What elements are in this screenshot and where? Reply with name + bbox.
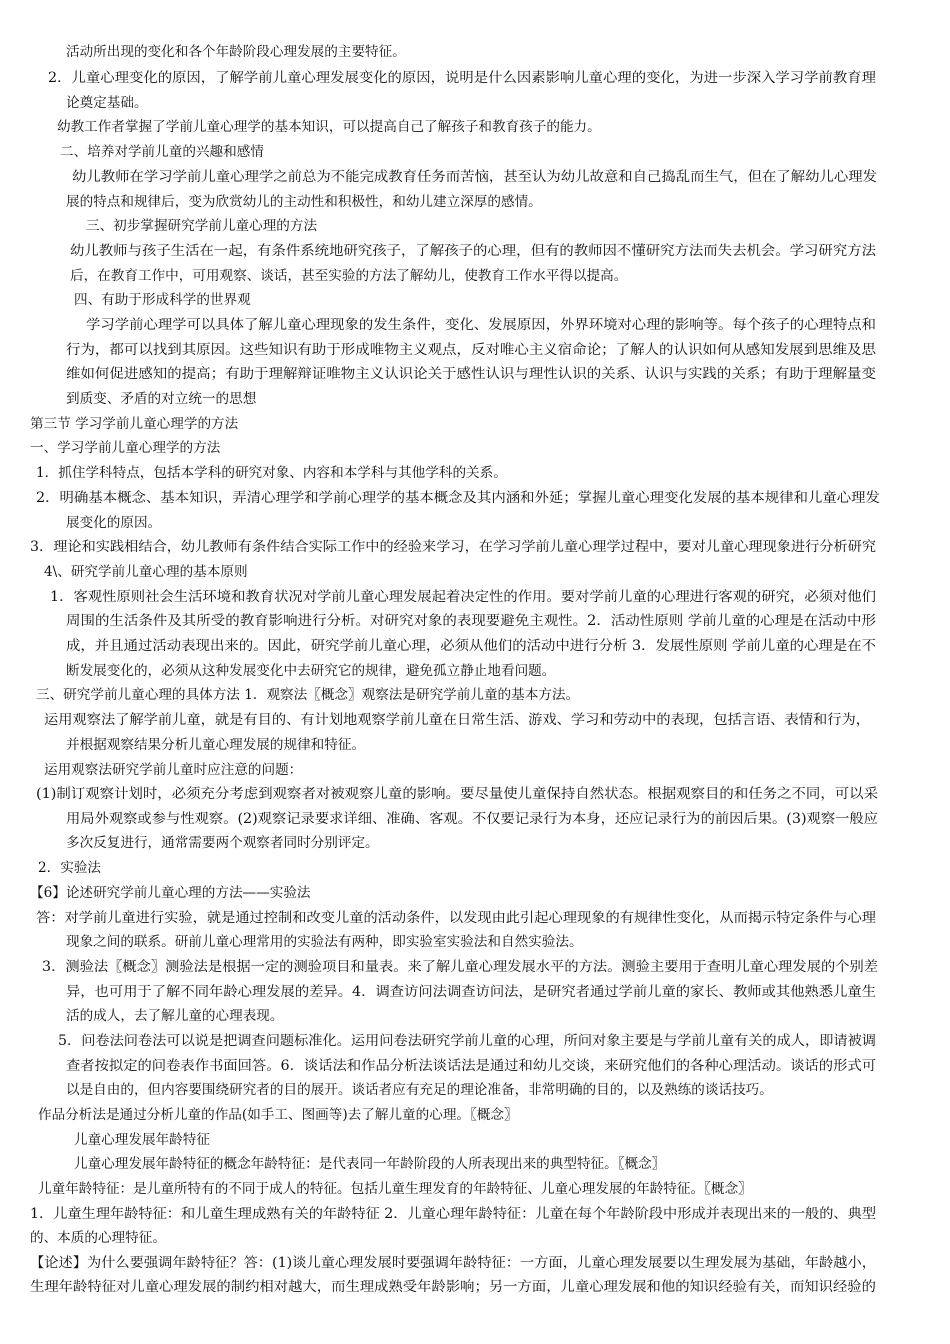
text-line: 学习学前心理学可以具体了解儿童心理现象的发生条件，变化、发展原因，外界环境对心理的影响等。每个孩子的心理特点和 <box>86 317 876 333</box>
text-line: 幼教工作者掌握了学前儿童心理学的基本知识，可以提高自己了解孩子和教育孩子的能力。 <box>57 119 601 135</box>
text-line: 2．儿童心理变化的原因，了解学前儿童心理发展变化的原因，说明是什么因素影响儿童心理的变化，为进一步深入学习学前教育理 <box>48 70 877 86</box>
text-line: 展的特点和规律后，变为欣赏幼儿的主动性和积极性，和幼儿建立深厚的感情。 <box>66 194 542 210</box>
section-heading: 三、研究学前儿童心理的具体方法 1．观察法〖概念〗观察法是研究学前儿童的基本方法。 <box>36 687 580 703</box>
text-line: 异，也可用于了解不同年龄心理发展的差异。4．调查访问法调查访问法，是研究者通过学前儿童的家长、教师或其他熟悉儿童生 <box>66 984 877 1000</box>
text-line: 幼儿教师与孩子生活在一起，有条件系统地研究孩子，了解孩子的心理，但有的教师因不懂研究方法而失去机会。学习研究方法 <box>70 243 877 259</box>
text-line: 行为，都可以找到其原因。这些知识有助于形成唯物主义观点，反对唯心主义宿命论；了解人的认识如何从感知发展到思维及思 <box>66 342 876 358</box>
text-line: 并根据观察结果分析儿童心理发展的规律和特征。 <box>66 737 366 753</box>
text-line: (1)制订观察计划时，必须充分考虑到观察者对被观察儿童的影响。要尽量使儿童保持自然状态。根据观察目的和任务之不同，可以采 <box>36 786 878 802</box>
text-line: 1．客观性原则社会生活环境和教育状况对学前儿童心理发展起着决定性的作用。要对学前儿童的心理进行客观的研究，必须对他们 <box>50 589 876 605</box>
text-line: 答：对学前儿童进行实验，就是通过控制和改变儿童的活动条件，以发现由此引起心理现象的有规律性变化，从而揭示特定条件与心理 <box>36 910 876 926</box>
section-heading: 一、学习学前儿童心理学的方法 <box>30 440 221 456</box>
text-line: 生理年龄特征对儿童心理发展的制约相对越大，而生理成熟受年龄影响；另一方面，儿童心理发展和他的知识经验有关，而知识经验的 <box>30 1279 876 1295</box>
text-line: 现象之间的联系。研前儿童心理常用的实验法有两种，即实验室实验法和自然实验法。 <box>66 934 583 950</box>
section-heading: 二、培养对学前儿童的兴趣和感情 <box>60 144 264 160</box>
text-line: 运用观察法研究学前儿童时应注意的问题： <box>44 762 303 778</box>
text-line: 活的成人，去了解儿童的心理表现。 <box>66 1008 284 1024</box>
text-line: 后，在教育工作中，可用观察、谈话，甚至实验的方法了解幼儿，使教育工作水平得以提高。 <box>70 268 628 284</box>
text-line: 查者按拟定的问卷表作书面回答。6．谈话法和作品分析法谈话法是通过和幼儿交谈，来研究他们的各种心理活动。谈话的形式可 <box>66 1058 877 1074</box>
text-line: 成，并且通过活动表现出来的。因此，研究学前儿童心理，必须从他们的活动中进行分析 3．发展性原则 学前儿童的心理是在不 <box>66 638 877 654</box>
text-line: 幼儿教师在学习学前儿童心理学之前总为不能完成教育任务而苦恼，甚至认为幼儿故意和自己捣乱而生气，但在了解幼儿心理发 <box>72 169 878 185</box>
text-line: 【论述】为什么要强调年龄特征？答：(1)谈儿童心理发展时要强调年龄特征：一方面，儿童心理发展要以生理发展为基础，年龄越小， <box>30 1255 876 1271</box>
section-heading: 儿童心理发展年龄特征 <box>74 1132 210 1148</box>
text-line: 活动所出现的变化和各个年龄阶段心理发展的主要特征。 <box>66 44 406 60</box>
text-line: 2．明确基本概念、基本知识，弄清心理学和学前心理学的基本概念及其内涵和外延；掌握儿童心理变化发展的基本规律和儿童心理发 <box>36 490 880 506</box>
text-line: 的、本质的心理特征。 <box>30 1230 166 1246</box>
text-line: 多次反复进行，通常需要两个观察者同时分别评定。 <box>66 835 379 851</box>
text-line: 3．测验法〖概念〗测验法是根据一定的测验项目和量表。来了解儿童心理发展水平的方法。测验主要用于查明儿童心理发展的个别差 <box>42 959 878 975</box>
text-line: 5．问卷法问卷法可以说是把调查问题标准化。运用问卷法研究学前儿童的心理，所问对象主要是与学前儿童有关的成人，即请被调 <box>58 1033 876 1049</box>
text-line: 用局外观察或参与性观察。(2)观察记录要求详细、准确、客观。不仅要记录行为本身，还应记录行为的前因后果。(3)观察一般应 <box>66 811 878 827</box>
text-line: 运用观察法了解学前儿童，就是有目的、有计划地观察学前儿童在日常生活、游戏、学习和劳动中的表现，包括言语、表情和行为， <box>44 712 870 728</box>
section-heading: 四、有助于形成科学的世界观 <box>74 292 251 308</box>
section-heading: 三、初步掌握研究学前儿童心理的方法 <box>86 218 318 234</box>
text-line: 断发展变化的，必须从这种发展变化中去研究它的规律，避免孤立静止地看问题。 <box>66 663 556 679</box>
text-line: 以是自由的，但内容要围绕研究者的目的展开。谈话者应有充足的理论准备，非常明确的目的，以及熟练的谈话技巧。 <box>66 1082 773 1098</box>
text-line: 展变化的原因。 <box>66 515 162 531</box>
section-heading: 4\、研究学前儿童心理的基本原则 <box>44 564 248 580</box>
text-line: 论奠定基础。 <box>66 95 148 111</box>
text-line: 3．理论和实践相结合，幼儿教师有条件结合实际工作中的经验来学习，在学习学前儿童心理学过程中，要对儿童心理现象进行分析研究 <box>30 539 877 555</box>
text-line: 2．实验法 <box>38 860 102 876</box>
text-line: 周围的生活条件及其所受的教育影响进行分析。对研究对象的表现要避免主观性。2．活动性原则 学前儿童的心理是在活动中形 <box>66 613 876 629</box>
text-line: 到质变、矛盾的对立统一的思想 <box>66 391 257 407</box>
text-line: 1．抓住学科特点，包括本学科的研究对象、内容和本学科与其他学科的关系。 <box>36 465 507 481</box>
chapter-section-title: 第三节 学习学前儿童心理学的方法 <box>30 416 239 432</box>
text-line: 儿童心理发展年龄特征的概念年龄特征：是代表同一年龄阶段的人所表现出来的典型特征。〖概念〗 <box>74 1156 666 1172</box>
text-line: 1．儿童生理年龄特征：和儿童生理成熟有关的年龄特征 2．儿童心理年龄特征：儿童在每个年龄阶段中形成并表现出来的一般的、典型 <box>30 1206 877 1222</box>
text-line: 维如何促进感知的提高；有助于理解辩证唯物主义认识论关于感性认识与理性认识的关系、认识与实践的关系；有助于理解量变 <box>66 366 876 382</box>
text-line: 儿童年龄特征：是儿童所特有的不同于成人的特征。包括儿童生理发育的年龄特征、儿童心理发展的年龄特征。〖概念〗 <box>38 1181 752 1197</box>
question-heading: 【6】论述研究学前儿童心理的方法——实验法 <box>30 885 311 901</box>
text-line: 作品分析法是通过分析儿童的作品(如手工、图画等)去了解儿童的心理。〖概念〗 <box>38 1107 518 1123</box>
